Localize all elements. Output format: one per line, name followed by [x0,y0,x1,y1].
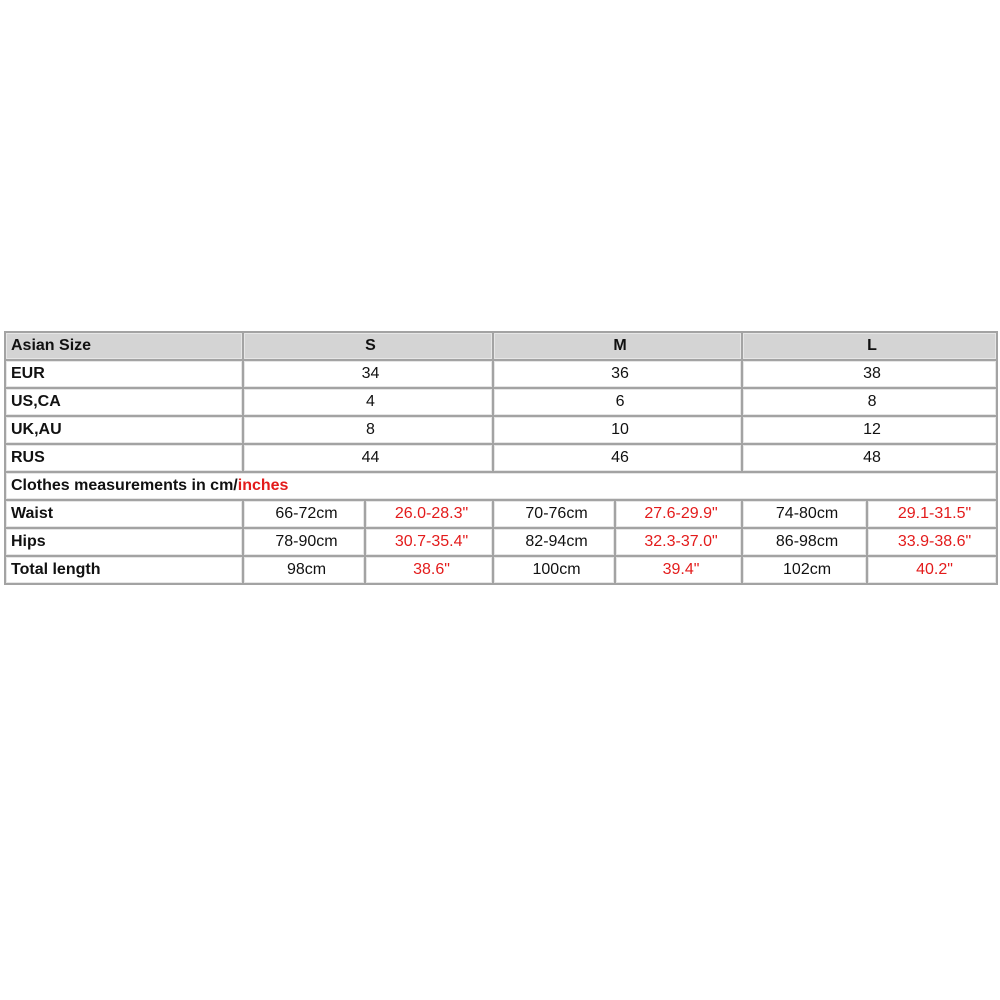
inches-value: 40.2" [867,556,997,584]
cm-value: 102cm [742,556,867,584]
inches-value: 33.9-38.6" [867,528,997,556]
row-label: RUS [5,444,243,472]
table-row [5,528,997,556]
measurement-title [5,472,997,500]
cm-value: 98cm [243,556,365,584]
size-chart-table [4,331,998,585]
row-label: US,CA [5,388,243,416]
table-row [5,556,997,584]
size-value: 10 [493,416,742,444]
size-value: 8 [742,388,997,416]
row-label: UK,AU [5,416,243,444]
title-prefix: Clothes measurements in cm/ [11,477,238,494]
header-row [5,332,997,360]
table-row [5,500,997,528]
cm-value: 82-94cm [493,528,615,556]
size-value: 44 [243,444,493,472]
inches-value: 30.7-35.4" [365,528,493,556]
size-value: 34 [243,360,493,388]
size-value: 48 [742,444,997,472]
size-header: S [243,332,493,360]
inches-value: 32.3-37.0" [615,528,742,556]
cm-value: 100cm [493,556,615,584]
size-value: 38 [742,360,997,388]
size-value: 12 [742,416,997,444]
size-header: M [493,332,742,360]
title-suffix: inches [237,477,289,494]
inches-value: 26.0-28.3" [365,500,493,528]
cm-value: 70-76cm [493,500,615,528]
table-row [5,388,997,416]
size-value: 36 [493,360,742,388]
cm-value: 78-90cm [243,528,365,556]
row-label: EUR [5,360,243,388]
cm-value: 66-72cm [243,500,365,528]
row-label: Hips [5,528,243,556]
table-row [5,416,997,444]
inches-value: 29.1-31.5" [867,500,997,528]
row-label: Waist [5,500,243,528]
size-value: 4 [243,388,493,416]
header-label: Asian Size [5,332,243,360]
inches-value: 39.4" [615,556,742,584]
cm-value: 86-98cm [742,528,867,556]
table-row [5,360,997,388]
inches-value: 38.6" [365,556,493,584]
row-label: Total length [5,556,243,584]
cm-value: 74-80cm [742,500,867,528]
measurement-title-row [5,472,997,500]
inches-value: 27.6-29.9" [615,500,742,528]
size-value: 8 [243,416,493,444]
size-header: L [742,332,997,360]
table-row [5,444,997,472]
size-value: 6 [493,388,742,416]
size-value: 46 [493,444,742,472]
